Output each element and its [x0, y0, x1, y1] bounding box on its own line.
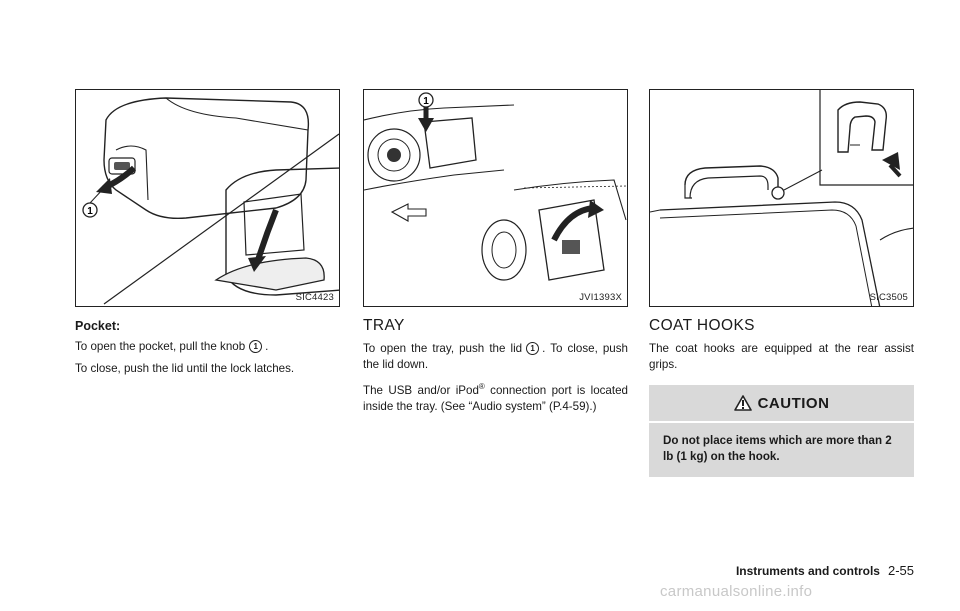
figure-coat-hooks — [649, 89, 914, 307]
caution-box — [649, 385, 914, 477]
figure-code: SIC3505 — [869, 292, 908, 303]
callout-badge: 1 — [249, 340, 262, 353]
tray-usb-paragraph: The USB and/or iPod® connection port is located inside the tray. (See “Audio system” (P.4-59).) — [363, 382, 628, 413]
page-footer — [0, 563, 914, 578]
caution-title: CAUTION — [757, 394, 830, 412]
pocket-illustration — [76, 90, 340, 307]
coat-hooks-paragraph: The coat hooks are equipped at the rear assist grips. — [649, 342, 914, 371]
watermark: carmanualsonline.info — [660, 583, 813, 600]
middle-column — [363, 89, 628, 415]
pocket-open-paragraph: To open the pocket, pull the knob 1 . — [75, 340, 269, 353]
caution-header — [649, 385, 914, 423]
callout-1: 1 — [423, 96, 429, 107]
tray-open-paragraph: To open the tray, push the lid 1 . To close, push the lid down. — [363, 342, 628, 371]
right-column — [649, 89, 914, 477]
figure-code: SIC4423 — [295, 292, 334, 303]
tray-illustration — [364, 90, 628, 307]
pocket-close-paragraph: To close, push the lid until the lock latches. — [75, 362, 295, 375]
coat-hooks-heading: COAT HOOKS — [649, 317, 755, 334]
figure-tray — [363, 89, 628, 307]
tray-heading: TRAY — [363, 317, 405, 334]
left-column — [75, 89, 340, 377]
pocket-subheading: Pocket: — [75, 319, 121, 333]
page-number: 2-55 — [887, 563, 914, 578]
callout-badge: 1 — [526, 342, 539, 355]
figure-code: JVI1393X — [579, 292, 622, 303]
warning-triangle-icon — [734, 395, 752, 411]
caution-text: Do not place items which are more than 2 lb (1 kg) on the hook. — [663, 434, 892, 463]
callout-1: 1 — [87, 206, 93, 217]
figure-pocket — [75, 89, 340, 307]
footer-section: Instruments and controls — [735, 564, 880, 578]
coat-hook-illustration — [650, 90, 914, 307]
